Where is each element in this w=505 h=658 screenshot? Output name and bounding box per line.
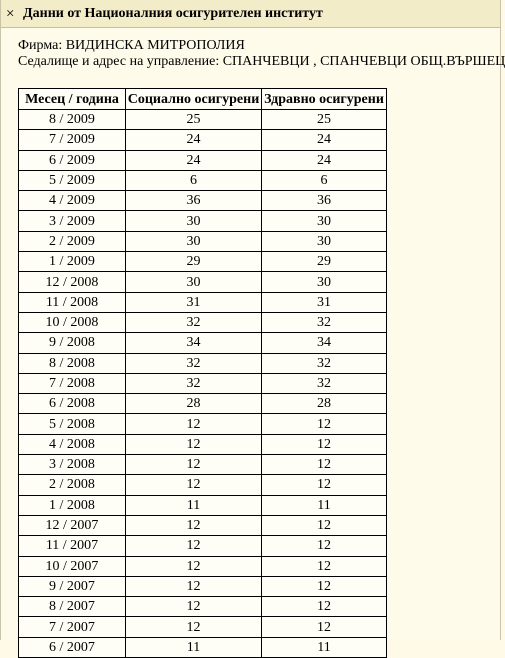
- cell-health-insured: 36: [262, 191, 387, 211]
- cell-health-insured: 30: [262, 272, 387, 292]
- table-row: [19, 617, 387, 637]
- firm-label: Фирма:: [18, 38, 63, 53]
- cell-social-insured: 29: [126, 252, 262, 272]
- address-value: СПАНЧЕВЦИ , СПАНЧЕВЦИ ОБЩ.ВЪРШЕЦ: [222, 54, 505, 69]
- insured-table: [18, 88, 387, 658]
- cell-social-insured: 12: [126, 414, 262, 434]
- table-row: [19, 110, 387, 130]
- cell-social-insured: 12: [126, 576, 262, 596]
- table-row: [19, 353, 387, 373]
- cell-social-insured: 32: [126, 373, 262, 393]
- cell-health-insured: 12: [262, 556, 387, 576]
- table-row: [19, 495, 387, 515]
- cell-health-insured: 12: [262, 414, 387, 434]
- cell-month-year: 3 / 2009: [19, 211, 126, 231]
- cell-month-year: 4 / 2009: [19, 191, 126, 211]
- cell-health-insured: 29: [262, 252, 387, 272]
- cell-month-year: 11 / 2007: [19, 536, 126, 556]
- table-row: [19, 252, 387, 272]
- cell-health-insured: 12: [262, 455, 387, 475]
- header-social-insured: Социално осигурени: [126, 89, 262, 110]
- cell-social-insured: 32: [126, 312, 262, 332]
- table-row: [19, 414, 387, 434]
- cell-month-year: 5 / 2008: [19, 414, 126, 434]
- cell-social-insured: 32: [126, 353, 262, 373]
- table-row: [19, 556, 387, 576]
- panel-title: Данни от Националния осигурителен институт: [23, 5, 323, 21]
- cell-month-year: 12 / 2008: [19, 272, 126, 292]
- address-line: [18, 54, 505, 70]
- cell-social-insured: 12: [126, 536, 262, 556]
- cell-health-insured: 34: [262, 333, 387, 353]
- cell-month-year: 8 / 2007: [19, 597, 126, 617]
- cell-month-year: 10 / 2008: [19, 312, 126, 332]
- cell-month-year: 5 / 2009: [19, 170, 126, 190]
- cell-month-year: 7 / 2008: [19, 373, 126, 393]
- table-row: [19, 455, 387, 475]
- cell-health-insured: 12: [262, 536, 387, 556]
- cell-month-year: 8 / 2008: [19, 353, 126, 373]
- cell-social-insured: 12: [126, 455, 262, 475]
- cell-social-insured: 30: [126, 211, 262, 231]
- cell-health-insured: 24: [262, 150, 387, 170]
- table-row: [19, 515, 387, 535]
- cell-month-year: 6 / 2009: [19, 150, 126, 170]
- cell-health-insured: 28: [262, 394, 387, 414]
- cell-month-year: 12 / 2007: [19, 515, 126, 535]
- cell-month-year: 2 / 2009: [19, 231, 126, 251]
- cell-social-insured: 25: [126, 110, 262, 130]
- cell-health-insured: 12: [262, 576, 387, 596]
- cell-social-insured: 6: [126, 170, 262, 190]
- cell-health-insured: 24: [262, 130, 387, 150]
- cell-health-insured: 32: [262, 353, 387, 373]
- table-row: [19, 130, 387, 150]
- firm-line: [18, 38, 505, 54]
- table-row: [19, 333, 387, 353]
- cell-month-year: 1 / 2008: [19, 495, 126, 515]
- cell-health-insured: 12: [262, 434, 387, 454]
- cell-month-year: 6 / 2008: [19, 394, 126, 414]
- cell-social-insured: 11: [126, 637, 262, 657]
- cell-month-year: 7 / 2007: [19, 617, 126, 637]
- company-info: [18, 38, 505, 70]
- cell-social-insured: 24: [126, 130, 262, 150]
- cell-month-year: 7 / 2009: [19, 130, 126, 150]
- table-row: [19, 211, 387, 231]
- cell-health-insured: 30: [262, 211, 387, 231]
- table-row: [19, 475, 387, 495]
- cell-month-year: 3 / 2008: [19, 455, 126, 475]
- close-icon[interactable]: ×: [6, 5, 15, 22]
- cell-health-insured: 11: [262, 495, 387, 515]
- table-row: [19, 576, 387, 596]
- cell-social-insured: 12: [126, 617, 262, 637]
- address-label: Седалище и адрес на управление:: [18, 54, 220, 69]
- cell-social-insured: 34: [126, 333, 262, 353]
- cell-month-year: 11 / 2008: [19, 292, 126, 312]
- cell-social-insured: 24: [126, 150, 262, 170]
- cell-social-insured: 12: [126, 515, 262, 535]
- header-month-year: Месец / година: [19, 89, 126, 110]
- cell-month-year: 1 / 2009: [19, 252, 126, 272]
- cell-health-insured: 6: [262, 170, 387, 190]
- cell-health-insured: 32: [262, 373, 387, 393]
- cell-month-year: 2 / 2008: [19, 475, 126, 495]
- cell-month-year: 10 / 2007: [19, 556, 126, 576]
- cell-social-insured: 12: [126, 434, 262, 454]
- cell-health-insured: 12: [262, 617, 387, 637]
- cell-social-insured: 12: [126, 556, 262, 576]
- cell-social-insured: 11: [126, 495, 262, 515]
- cell-social-insured: 31: [126, 292, 262, 312]
- firm-name: ВИДИНСКА МИТРОПОЛИЯ: [65, 38, 245, 53]
- table-row: [19, 231, 387, 251]
- cell-social-insured: 12: [126, 475, 262, 495]
- panel-titlebar: [1, 0, 500, 28]
- cell-health-insured: 12: [262, 515, 387, 535]
- table-row: [19, 170, 387, 190]
- cell-health-insured: 11: [262, 637, 387, 657]
- cell-social-insured: 30: [126, 272, 262, 292]
- cell-month-year: 6 / 2007: [19, 637, 126, 657]
- cell-health-insured: 32: [262, 312, 387, 332]
- header-health-insured: Здравно осигурени: [262, 89, 387, 110]
- cell-health-insured: 12: [262, 597, 387, 617]
- cell-health-insured: 30: [262, 231, 387, 251]
- cell-social-insured: 12: [126, 597, 262, 617]
- cell-month-year: 8 / 2009: [19, 110, 126, 130]
- cell-social-insured: 36: [126, 191, 262, 211]
- table-row: [19, 292, 387, 312]
- cell-month-year: 9 / 2008: [19, 333, 126, 353]
- cell-health-insured: 12: [262, 475, 387, 495]
- table-row: [19, 312, 387, 332]
- cell-health-insured: 25: [262, 110, 387, 130]
- table-row: [19, 536, 387, 556]
- cell-social-insured: 30: [126, 231, 262, 251]
- table-row: [19, 597, 387, 617]
- cell-health-insured: 31: [262, 292, 387, 312]
- table-row: [19, 272, 387, 292]
- table-row: [19, 394, 387, 414]
- table-body: [19, 110, 387, 658]
- table-header-row: [19, 89, 387, 110]
- table-row: [19, 373, 387, 393]
- cell-month-year: 9 / 2007: [19, 576, 126, 596]
- table-row: [19, 637, 387, 657]
- table-row: [19, 150, 387, 170]
- table-row: [19, 191, 387, 211]
- table-row: [19, 434, 387, 454]
- cell-social-insured: 28: [126, 394, 262, 414]
- cell-month-year: 4 / 2008: [19, 434, 126, 454]
